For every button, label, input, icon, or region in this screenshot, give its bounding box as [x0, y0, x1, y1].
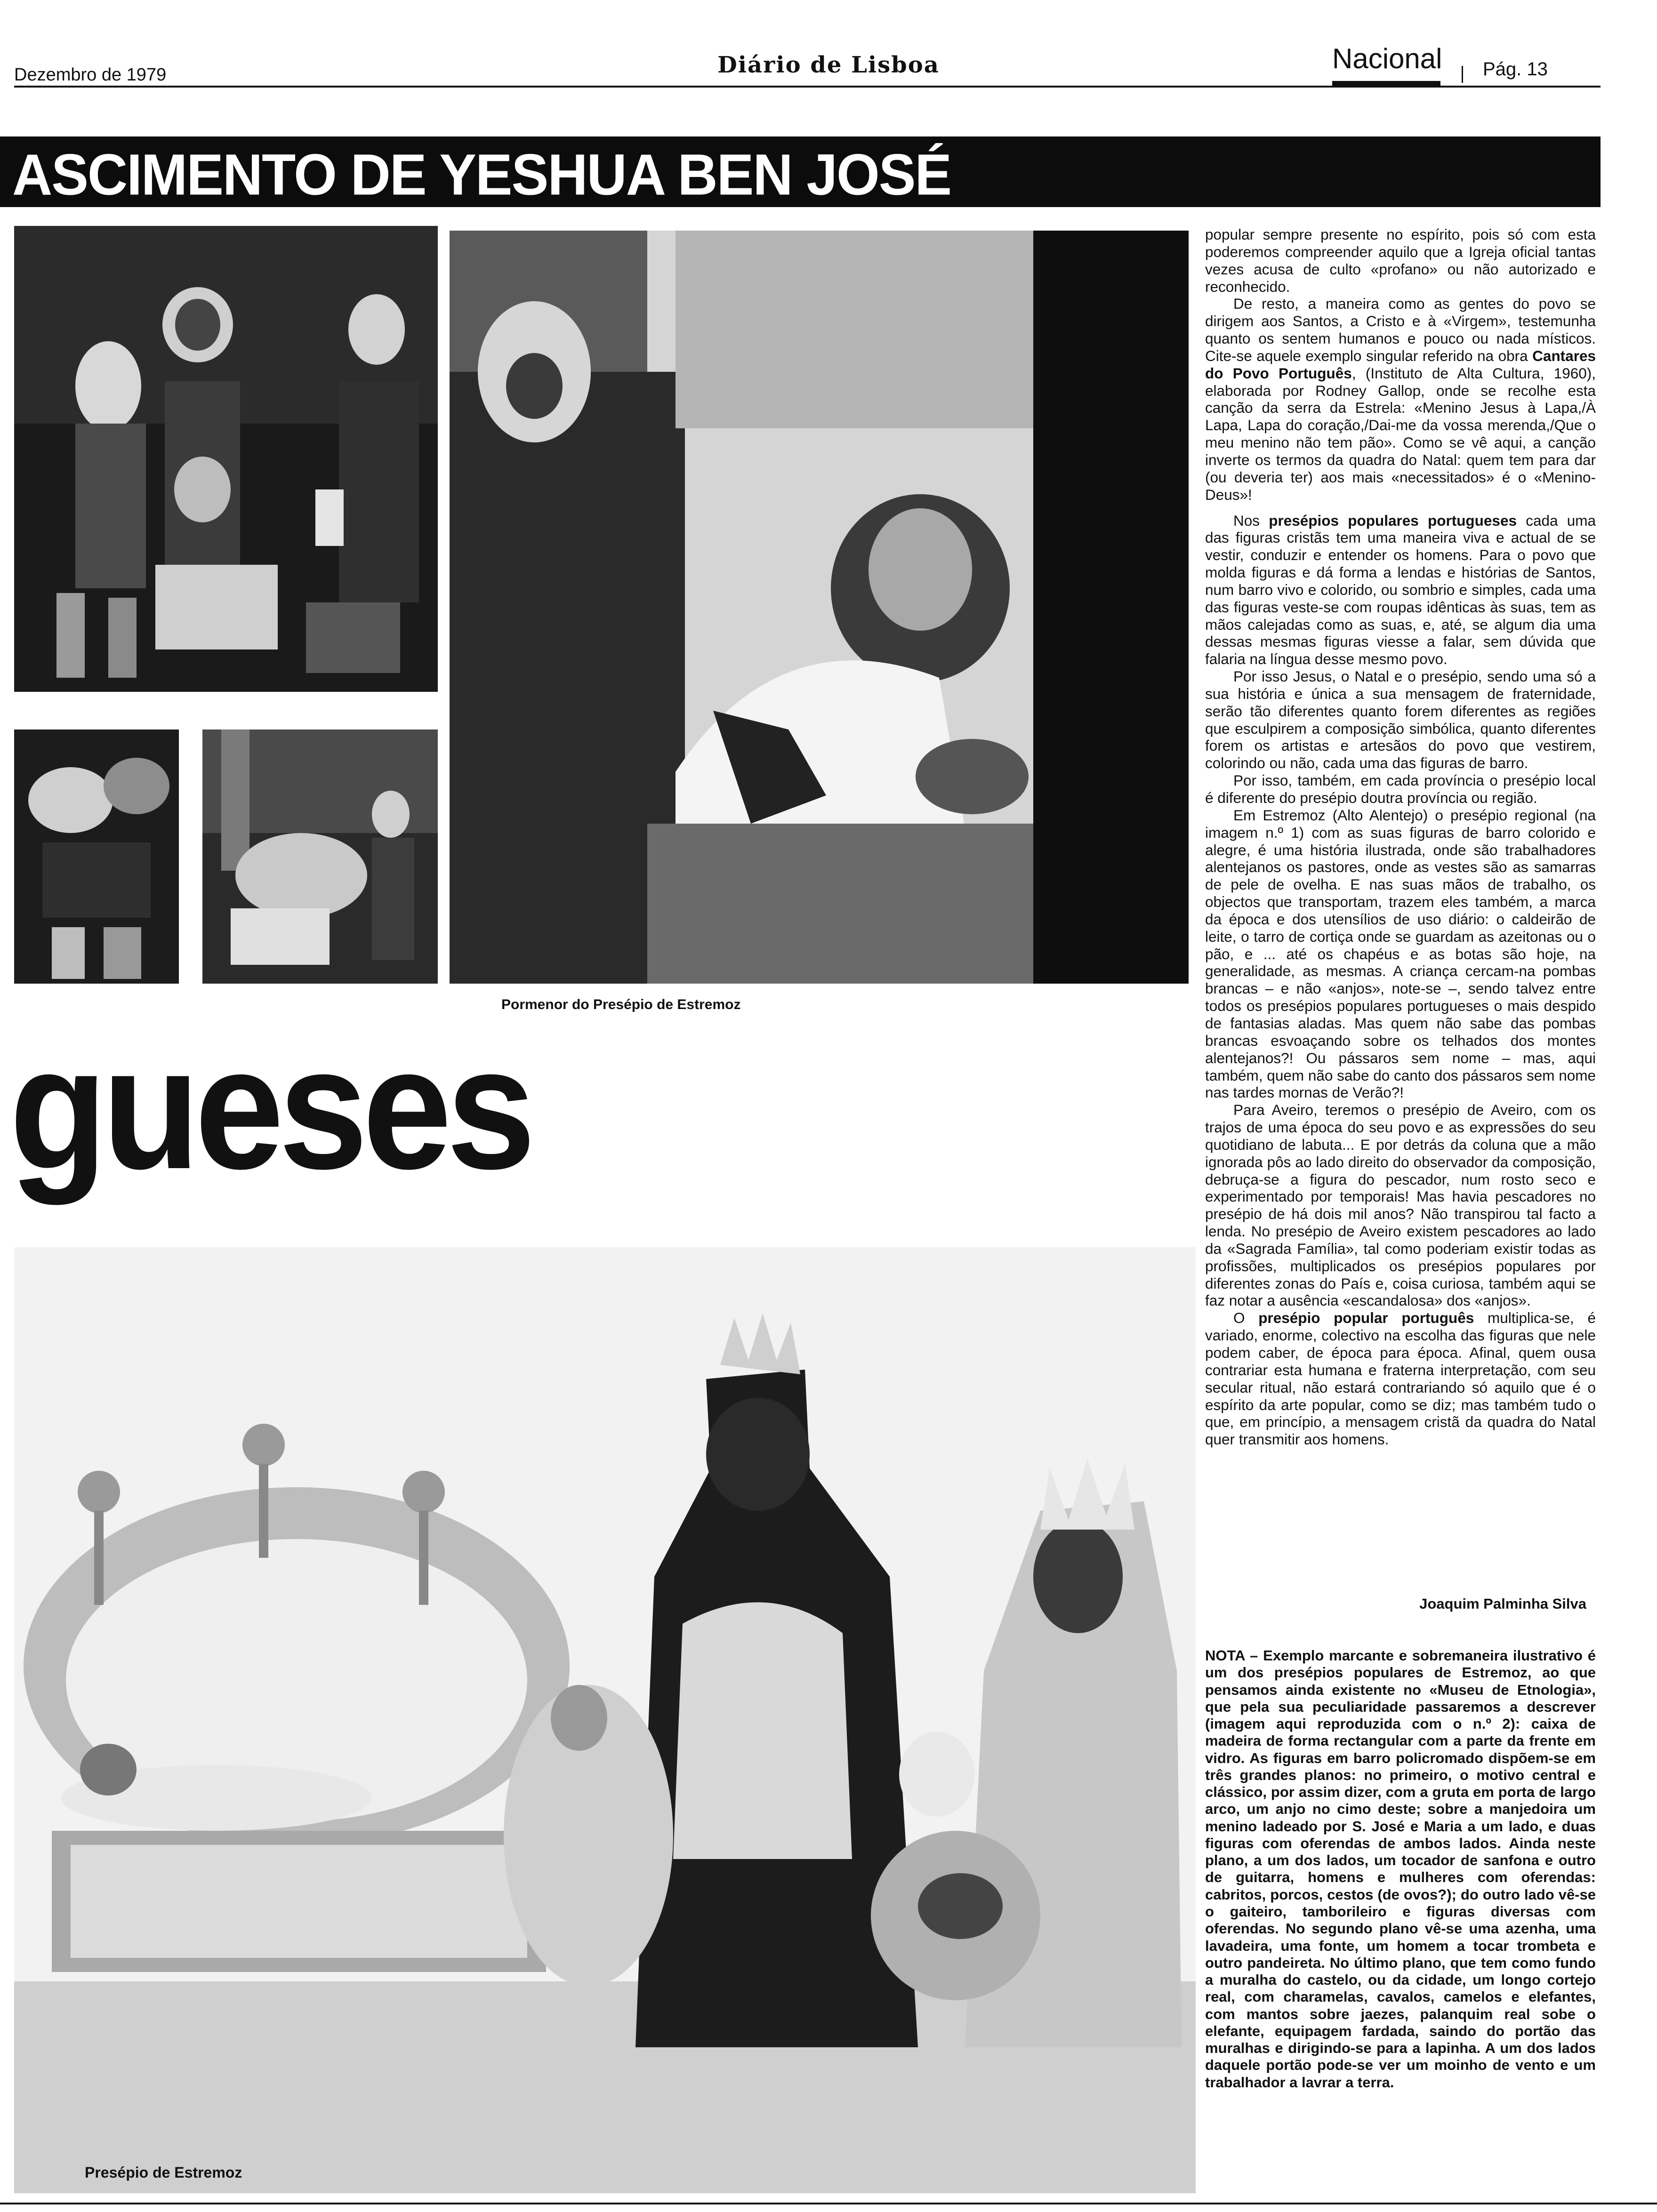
- photo-figures-musicians: [14, 226, 438, 692]
- photo-figures-small-middle: [202, 729, 438, 984]
- article-column: [1205, 226, 1596, 1448]
- page-number: Pág. 13: [1483, 59, 1548, 80]
- paragraph-2-text-b: , (Instituto de Alta Cultura, 1960), elaborada por Rodney Gallop, onde se recolhe esta canção da serra da Estrela: «Menino Jesus à Lapa,/À Lapa, Lapa do coração,/Dai-me da vossa merenda,/Que o meu menino não tem pão». Como se vê aqui, a canção inverte os termos da quadra do Natal: quem tem para dar (ou deveria ter) aos mais «necessitados» é o «Menino-Deus»!: [1205, 364, 1596, 503]
- paragraph-6: Em Estremoz (Alto Alentejo) o presépio regional (na imagem n.º 1) com as suas figuras de barro colorido e alegre, é uma história ilustrada, onde são trabalhadores alentejanos os pastores, onde as vestes são as samarras de pele de ovelha. E nas suas mãos de trabalho, os objectos que transportam, trazem eles também, a marca da época e dos utensílios de uso diário: o caldeirão de leite, o tarro de cortiça onde se guardam as azeitonas ou o pão, e ... até os chapéus e as botas são hoje, na generalidade, as mesmas. A criança cercam-na pombas brancas – e não «anjos», note-se –, sendo talvez entre todos os presépios populares portugueses o mais despido de fantasias aladas. Mas quem não sabe das pombas brancas esvoaçando sobre os telhados dos montes alentejanos?! Ou pássaros sem nome – mas, aqui também, quem não sabe do canto dos pássaros sem nome nas tardes mornas de Verão?!: [1205, 806, 1596, 1101]
- paragraph-8-text-a: O: [1233, 1309, 1259, 1327]
- masthead: Diário de Lisboa: [717, 52, 940, 78]
- paragraph-2-text-a: De resto, a maneira como as gentes do povo se dirigem aos Santos, a Cristo e à «Virgem», testemunha quanto os sentem humanos e pouco ou nada místicos. Cite-se aquele exemplo singular referido na obra: [1205, 295, 1596, 364]
- issue-date: Dezembro de 1979: [14, 65, 167, 85]
- banner-title: ASCIMENTO DE YESHUA BEN JOSÉ: [12, 142, 951, 208]
- bottom-rule: [0, 2203, 1657, 2204]
- cited-work: Cantares do Povo Português: [1205, 347, 1596, 382]
- section-underline: [1332, 81, 1440, 86]
- paragraph-3-text-b: cada uma das figuras cristãs tem uma maneira viva e actual de se vestir, conduzir e entender os homens. Para o povo que molda figuras e dá forma a lendas e histórias de Santos, num barro vivo e colorido, ou sombrio e simples, cada uma das figuras veste-se com roupas idênticas às suas, tem as mãos calejadas como as suas, e, até, se algum dia uma dessas mesmas figuras viesse a falar, sem dúvida que falaria na língua desse mesmo povo.: [1205, 512, 1596, 668]
- paragraph-1: popular sempre presente no espírito, pois só com esta poderemos compreender aquilo que a Igreja oficial tantas vezes acusa de culto «profano» ou não autorizado e reconhecido.: [1205, 226, 1596, 295]
- paragraph-8: [1205, 1309, 1596, 1448]
- photo-presepio-detail: [450, 231, 1189, 984]
- paragraph-2: [1205, 295, 1596, 503]
- paragraph-4: Por isso Jesus, o Natal e o presépio, sendo uma só a sua história e única a sua mensagem de fraternidade, serão tão diferentes quanto forem diferentes as regiões que esculpirem a composição simbólica, quanto diferentes forem os artistas e artesãos do povo que vestirem, colorindo ou não, cada uma das figuras de barro.: [1205, 668, 1596, 772]
- header-rule: [14, 86, 1601, 88]
- photo-presepio-main: [14, 1247, 1196, 2193]
- paragraph-7: Para Aveiro, teremos o presépio de Aveiro, com os trajos de uma época do seu povo e as expressões do seu quotidiano de labuta... E por detrás da coluna que a mão ignorada pôs ao lado direito do observador da composição, debruça-se a figura do pescador, num rosto seco e experimentado por temporais! Mas havia pescadores no presépio de há dois mil anos? Não transpirou tal facto a lenda. No presépio de Aveiro existem pescadores ao lado da «Sagrada Família», tal como poderiam existir todas as profissões, multiplicados os presépios populares por diferentes zonas do País e, coisa curiosa, também aqui se faz notar a ausência «escandalosa» dos «anjos».: [1205, 1101, 1596, 1309]
- caption-main: Presépio de Estremoz: [85, 2164, 242, 2181]
- headline: gueses: [9, 1011, 531, 1205]
- paragraph-8-text-b: multiplica-se, é variado, enorme, colectivo na escolha das figuras que nele podem caber, de época para época. Afinal, quem ousa contrariar esta humana e fraterna interpretação, com seu secular ritual, não estará contrariando só aquilo que é o espírito da arte popular, como se diz; mas também tudo o que, em princípio, a mensagem cristã da quadra do Natal quer transmitir aos homens.: [1205, 1309, 1596, 1448]
- paragraph-3-text-a: Nos: [1233, 512, 1269, 529]
- footnote-nota: NOTA – Exemplo marcante e sobremaneira ilustrativo é um dos presépios populares de Estremoz, ao que pensamos ainda existente no «Museu de Etnologia», que pela sua peculiaridade passaremos a descrever (imagem aqui reproduzida com o n.º 2): caixa de madeira de forma rectangular com a parte da frente em vidro. As figuras em barro policromado dispõem-se em três grandes planos: no primeiro, o motivo central e clássico, por assim dizer, com a gruta em porta de largo arco, um anjo no cimo deste; sobre a manjedoira um menino ladeado por S. José e Maria a um lado, e duas figuras com oferendas de ambos lados. Ainda neste plano, a um dos lados, um tocador de sanfona e outro de guitarra, homens e mulheres com oferendas: cabritos, porcos, cestos (de ovos?); do outro lado vê-se o gaiteiro, tamborileiro e figuras diversas com oferendas. No segundo plano vê-se uma azenha, uma lavadeira, uma fonte, um homem a tocar trombeta e outro pandeireta. No último plano, que tem como fundo a muralha do castelo, ou da cidade, um longo cortejo real, com charamelas, cavalos, camelos e elefantes, com mantos sobre jaezes, palanquim real sobe o elefante, equipagem fardada, saindo do portão das muralhas e dirigindo-se para a lapinha. A um dos lados daquele portão pode-se ver um moinho de vento e um trabalhador a lavrar a terra.: [1205, 1647, 1596, 2091]
- author-byline: Joaquim Palminha Silva: [1419, 1595, 1586, 1612]
- paragraph-5: Por isso, também, em cada província o presépio local é diferente do presépio doutra província ou região.: [1205, 772, 1596, 806]
- paragraph-3-bold: presépios populares portugueses: [1269, 512, 1517, 529]
- section-name: Nacional: [1332, 43, 1442, 74]
- caption-detail: Pormenor do Presépio de Estremoz: [501, 997, 741, 1012]
- page-separator: [1462, 66, 1463, 83]
- paragraph-8-bold: presépio popular português: [1258, 1309, 1474, 1327]
- photo-figures-small-left: [14, 729, 179, 984]
- paragraph-3: [1205, 512, 1596, 668]
